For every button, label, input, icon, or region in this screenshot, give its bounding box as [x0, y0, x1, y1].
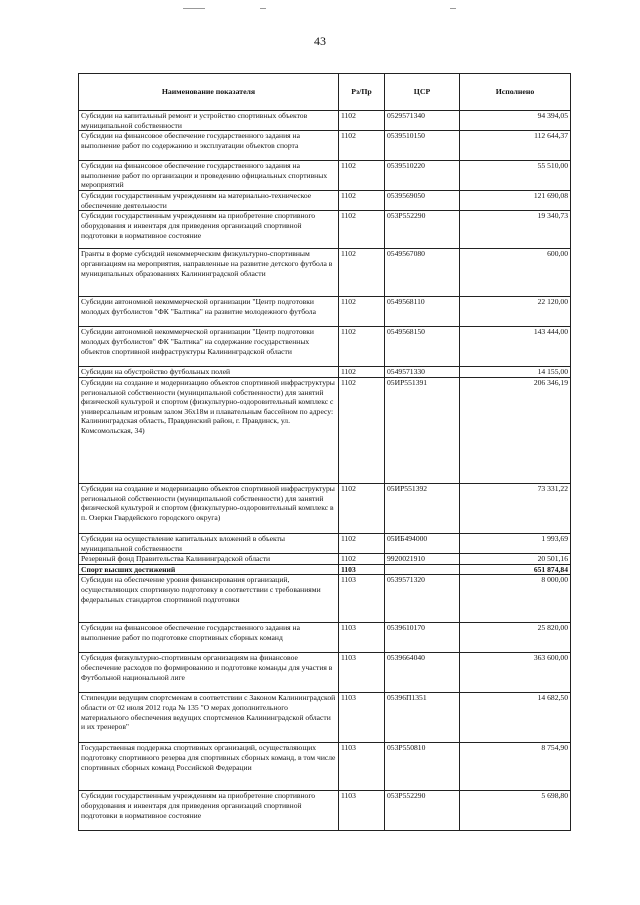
table-row	[79, 564, 571, 575]
cell-target-article: 0539510150	[385, 131, 460, 161]
scan-artifact	[183, 8, 205, 9]
cell-executed-amount: 206 346,19	[460, 377, 571, 483]
cell-section-code: 1102	[339, 191, 385, 211]
cell-section-code: 1102	[339, 161, 385, 191]
cell-executed-amount: 22 120,00	[460, 297, 571, 327]
cell-executed-amount: 14 155,00	[460, 367, 571, 378]
cell-section-code: 1102	[339, 377, 385, 483]
cell-target-article: 05ИР551392	[385, 483, 460, 533]
cell-executed-amount: 112 644,37	[460, 131, 571, 161]
cell-target-article	[385, 564, 460, 575]
cell-indicator-name: Субсидии государственным учреждениям на материально-техническое обеспечение деятельности	[79, 191, 339, 211]
budget-execution-table	[78, 73, 571, 831]
cell-target-article: 0549571330	[385, 367, 460, 378]
header-indicator-name: Наименование показателя	[79, 74, 339, 111]
cell-indicator-name: Стипендии ведущим спортсменам в соответствии с Законом Калининградской области от 02 июля 2012 года № 135 "О мерах дополнительного материального обеспечения ведущих спортсменов Калининградской области и их тренеров"	[79, 693, 339, 743]
cell-executed-amount: 20 501,16	[460, 554, 571, 565]
cell-indicator-name: Резервный фонд Правительства Калининградской области	[79, 554, 339, 565]
table-row	[79, 623, 571, 653]
table-row	[79, 377, 571, 483]
cell-executed-amount: 143 444,00	[460, 327, 571, 367]
scan-artifact	[450, 8, 456, 9]
cell-indicator-name: Субсидии государственным учреждениям на приобретение спортивного оборудования и инвентаря для приведения организаций спортивной подготовки в нормативное состояние	[79, 791, 339, 831]
cell-indicator-name: Субсидия физкультурно-спортивным организациям на финансовое обеспечение расходов по формированию и подготовке команды для участия в Футбольной национальной лиге	[79, 653, 339, 693]
cell-target-article: 05396П1351	[385, 693, 460, 743]
cell-executed-amount: 651 874,84	[460, 564, 571, 575]
header-executed: Исполнено	[460, 74, 571, 111]
cell-executed-amount: 8 000,00	[460, 575, 571, 623]
table-row	[79, 111, 571, 131]
header-section-code: Рз/Пр	[339, 74, 385, 111]
table-row	[79, 249, 571, 297]
cell-target-article: 0539664040	[385, 653, 460, 693]
cell-indicator-name: Субсидии на финансовое обеспечение государственного задания на выполнение работ по организации и проведению официальных спортивных мероприятий	[79, 161, 339, 191]
cell-executed-amount: 8 754,90	[460, 743, 571, 791]
table-row	[79, 554, 571, 565]
cell-target-article: 0539569050	[385, 191, 460, 211]
cell-section-code: 1102	[339, 554, 385, 565]
cell-target-article: 053P550810	[385, 743, 460, 791]
cell-section-code: 1102	[339, 367, 385, 378]
header-target-article: ЦСР	[385, 74, 460, 111]
cell-indicator-name: Спорт высших достижений	[79, 564, 339, 575]
cell-indicator-name: Государственная поддержка спортивных организаций, осуществляющих подготовку спортивного резерва для спортивных сборных команд, в том числе спортивных сборных команд Российской Федерации	[79, 743, 339, 791]
cell-indicator-name: Субсидии на обустройство футбольных полей	[79, 367, 339, 378]
cell-indicator-name: Гранты в форме субсидий некоммерческим физкультурно-спортивным организациям на мероприятия, направленные на развитие детского футбола в муниципальных образованиях Калининградской области	[79, 249, 339, 297]
table-row	[79, 161, 571, 191]
table-row	[79, 297, 571, 327]
cell-executed-amount: 25 820,00	[460, 623, 571, 653]
table-row	[79, 483, 571, 533]
table-row	[79, 533, 571, 553]
page-number: 43	[314, 34, 326, 48]
cell-section-code: 1102	[339, 533, 385, 553]
table-row	[79, 367, 571, 378]
cell-section-code: 1102	[339, 297, 385, 327]
cell-executed-amount: 1 993,69	[460, 533, 571, 553]
scan-artifact	[260, 8, 266, 9]
cell-executed-amount: 55 510,00	[460, 161, 571, 191]
table-header-row	[79, 74, 571, 111]
cell-section-code: 1103	[339, 623, 385, 653]
cell-indicator-name: Субсидии государственным учреждениям на приобретение спортивного оборудования и инвентаря для приведения организаций спортивной подготовки в нормативное состояние	[79, 211, 339, 249]
cell-target-article: 0539610170	[385, 623, 460, 653]
cell-target-article: 0549568150	[385, 327, 460, 367]
table-row	[79, 575, 571, 623]
cell-executed-amount: 600,00	[460, 249, 571, 297]
cell-executed-amount: 73 331,22	[460, 483, 571, 533]
cell-indicator-name: Субсидии на создание и модернизацию объектов спортивной инфраструктуры региональной собственности (муниципальной собственности) для занятий физической культурой и спортом (физкультурно-оздоровительный комплекс в п. Озерки Гвардейского городского округа)	[79, 483, 339, 533]
cell-target-article: 0549567080	[385, 249, 460, 297]
cell-section-code: 1103	[339, 653, 385, 693]
cell-indicator-name: Субсидии на финансовое обеспечение государственного задания на выполнение работ по содержанию и эксплуатации объектов спорта	[79, 131, 339, 161]
table-row	[79, 791, 571, 831]
cell-section-code: 1102	[339, 111, 385, 131]
cell-section-code: 1103	[339, 791, 385, 831]
cell-section-code: 1102	[339, 211, 385, 249]
table-row	[79, 743, 571, 791]
cell-target-article: 05ИР551391	[385, 377, 460, 483]
cell-executed-amount: 363 600,00	[460, 653, 571, 693]
cell-indicator-name: Субсидии автономной некоммерческой организации "Центр подготовки молодых футболистов" ФК "Балтика" на содержание государственных объектов спортивной инфраструктуры Калининградской области	[79, 327, 339, 367]
cell-target-article: 9920021910	[385, 554, 460, 565]
cell-indicator-name: Субсидии на создание и модернизацию объектов спортивной инфраструктуры региональной собственности (муниципальной собственности) для занятий физической культурой и спортом (физкультурно-оздоровительный комплекс с универсальным игровым залом 36х18м и плавательным бассейном по адресу: Калининградская область, Правдинский район, г. Правдинск, ул. Комсомольская, 34)	[79, 377, 339, 483]
table-row	[79, 131, 571, 161]
cell-target-article: 0549568110	[385, 297, 460, 327]
cell-indicator-name: Субсидии автономной некоммерческой организации "Центр подготовки молодых футболистов "ФК "Балтика" на развитие молодежного футбола	[79, 297, 339, 327]
cell-indicator-name: Субсидии на осуществление капитальных вложений в объекты муниципальной собственности	[79, 533, 339, 553]
cell-section-code: 1102	[339, 131, 385, 161]
cell-target-article: 053P552290	[385, 211, 460, 249]
cell-section-code: 1102	[339, 483, 385, 533]
cell-target-article: 053P552290	[385, 791, 460, 831]
cell-executed-amount: 5 698,80	[460, 791, 571, 831]
cell-executed-amount: 19 340,73	[460, 211, 571, 249]
table-row	[79, 653, 571, 693]
cell-executed-amount: 121 690,08	[460, 191, 571, 211]
cell-indicator-name: Субсидии на финансовое обеспечение государственного задания на выполнение работ по подготовке спортивных сборных команд	[79, 623, 339, 653]
cell-section-code: 1102	[339, 249, 385, 297]
cell-target-article: 0539510220	[385, 161, 460, 191]
cell-indicator-name: Субсидии на обеспечение уровня финансирования организаций, осуществляющих спортивную подготовку в соответствии с требованиями федеральных стандартов спортивной подготовки	[79, 575, 339, 623]
table-row	[79, 327, 571, 367]
cell-indicator-name: Субсидии на капитальный ремонт и устройство спортивных объектов муниципальной собственности	[79, 111, 339, 131]
cell-executed-amount: 14 682,50	[460, 693, 571, 743]
table-row	[79, 693, 571, 743]
table-row	[79, 191, 571, 211]
cell-section-code: 1103	[339, 575, 385, 623]
cell-executed-amount: 94 394,05	[460, 111, 571, 131]
cell-section-code: 1103	[339, 743, 385, 791]
cell-target-article: 0529571340	[385, 111, 460, 131]
cell-section-code: 1102	[339, 327, 385, 367]
cell-section-code: 1103	[339, 693, 385, 743]
cell-target-article: 0539571320	[385, 575, 460, 623]
cell-target-article: 05ИБ494000	[385, 533, 460, 553]
cell-section-code: 1103	[339, 564, 385, 575]
table-row	[79, 211, 571, 249]
